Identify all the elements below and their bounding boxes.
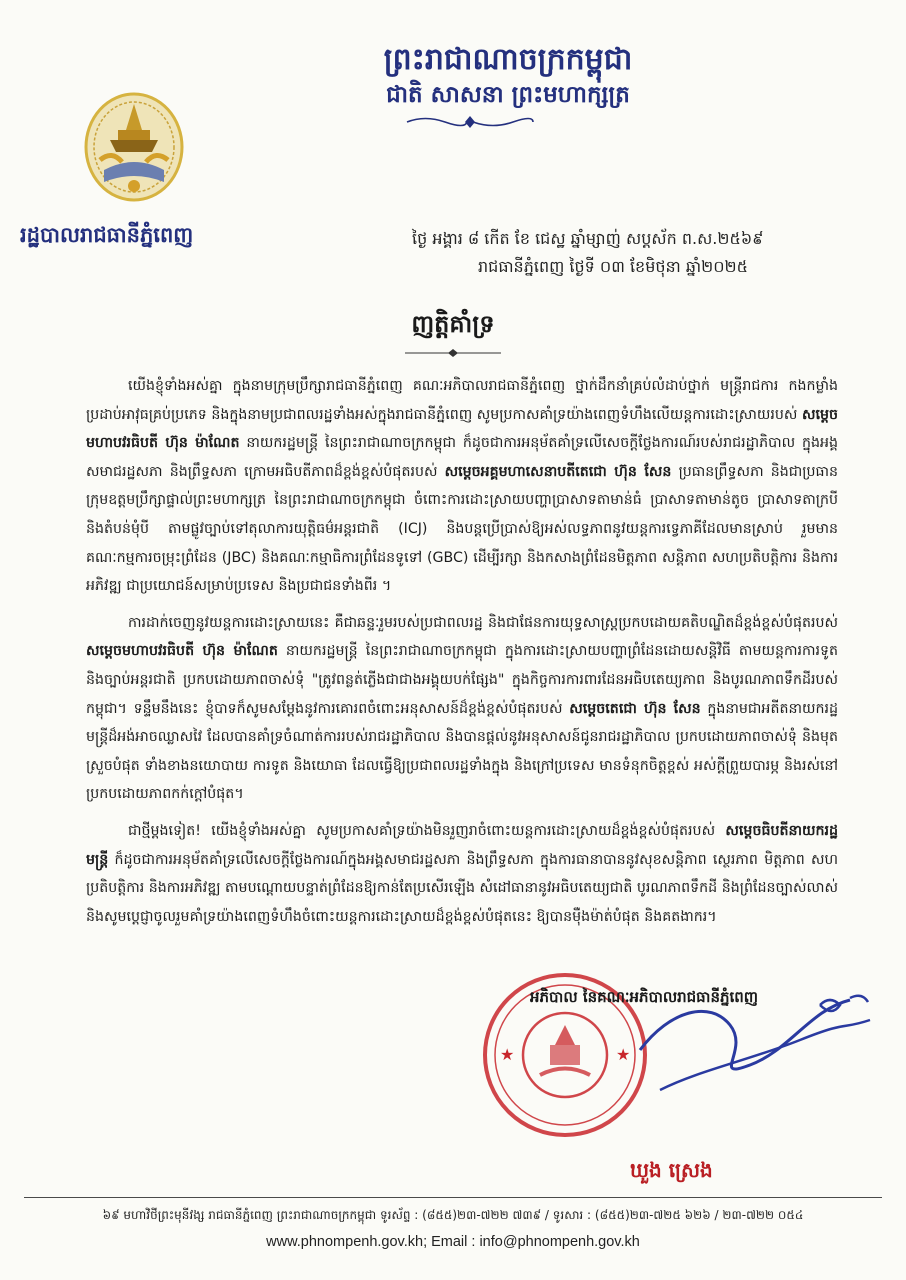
- solar-date: រាជធានីភ្នំពេញ ថ្ងៃទី ០៣ ខែមិថុនា ឆ្នាំ២០២៥: [478, 257, 748, 276]
- bold-name: សម្តេចធិបតីនាយករដ្ឋមន្ត្រី: [86, 822, 838, 868]
- paragraph-text: ក៏ដូចជាការអនុម័តគាំទ្រលើសេចក្តីថ្លែងការណ៍ក្នុងអង្គសមាជរដ្ឋសភា និងព្រឹទ្ធសភា ក្នុងការធានាបាននូវសុខសន្តិភាព ស្ថេរភាព មិត្តភាព សហប្រតិបត្តិការ និងការអភិវឌ្ឍ តាមបណ្តោយបន្ទាត់ព្រំដែនឱ្យកាន់តែប្រសើរឡើង សំដៅធានានូវអធិបតេយ្យជាតិ បូរណភាពទឹកដី និងព្រំដែនច្បាស់លាស់ និងសូមប្តេជ្ញាចូលរួមគាំទ្រយ៉ាងពេញទំហឹងចំពោះយន្តការដោះស្រាយដ៏ខ្ពង់ខ្ពស់បំផុតនេះ ឱ្យបានម៉ឺងម៉ាត់បំផុត និងគតងាករ។: [86, 851, 839, 925]
- paragraph-text: ជាថ្មីម្តងទៀត! យើងខ្ញុំទាំងអស់គ្នា សូមប្រកាសគាំទ្រយ៉ាងមិនរួញរាចំពោះយន្តការដោះស្រាយដ៏ខ្ពង់ខ្ពស់បំផុតរបស់: [128, 822, 726, 839]
- signatory-title: អភិបាល នៃគណៈអភិបាលរាជធានីភ្នំពេញ: [530, 988, 759, 1006]
- svg-text:★: ★: [500, 1045, 515, 1064]
- bold-name: សម្តេចមហាបវរធិបតី ហ៊ុន ម៉ាណែត: [86, 406, 838, 452]
- paragraph-text: ការដាក់ចេញនូវយន្តការដោះស្រាយនេះ គឺជាឆន្ទៈរួមរបស់ប្រជាពលរដ្ឋ និងជាផែនការយុទ្ធសាស្ត្រប្រកបដោយគតិបណ្ឌិតដ៏ខ្ពង់ខ្ពស់បំផុតរបស់: [128, 614, 838, 631]
- bold-name: សម្តេចអគ្គមហាសេនាបតីតេជោ ហ៊ុន សែន: [444, 463, 672, 480]
- paragraph-text: ប្រធានព្រឹទ្ធសភា និងជាប្រធានក្រុមឧត្តមប្រឹក្សាផ្ទាល់ព្រះមហាក្សត្រ នៃព្រះរាជាណាចក្រកម្ពុជា ចំពោះការដោះស្រាយបញ្ហាប្រាសាទតាមាន់ធំ ប្រាសាទតាមាន់តូច ប្រាសាទតាក្របី និងតំបន់មុំបី តាមផ្លូវច្បាប់ទៅតុលាការយុត្តិធម៌អន្តរជាតិ (ICJ) និងបន្តប្រើប្រាស់ឱ្យអស់លទ្ធភាពនូវយន្តការទ្វេភាគីដែលមានស្រាប់ រួមមាន គណៈកម្មការចម្រុះព្រំដែន (JBC) និងគណៈកម្មាធិការព្រំដែនទូទៅ (GBC) ដើម្បីរក្សា និងកសាងព្រំដែនមិត្តភាព សន្តិភាព សហប្រតិបត្តិការ និងការអភិវឌ្ឍ ជាប្រយោជន៍សម្រាប់ប្រទេស និងប្រជាជនទាំងពីរ ។: [86, 463, 838, 595]
- footer-contact-link[interactable]: www.phnompenh.gov.kh; Email : info@phnompenh.gov.kh: [266, 1234, 640, 1250]
- paragraph-text: យើងខ្ញុំទាំងអស់គ្នា ក្នុងនាមក្រុមប្រឹក្សារាជធានីភ្នំពេញ គណៈអភិបាលរាជធានីភ្នំពេញ ថ្នាក់ដឹកនាំគ្រប់លំដាប់ថ្នាក់ មន្ត្រីរាជការ កងកម្លាំងប្រដាប់អាវុធគ្រប់ប្រភេទ និងក្នុងនាមប្រជាពលរដ្ឋទាំងអស់ក្នុងរាជធានីភ្នំពេញ សូមប្រកាសគាំទ្រយ៉ាងពេញទំហឹងលើយន្តការដោះស្រាយរបស់: [86, 378, 838, 423]
- letterhead: [0, 40, 906, 110]
- footer-divider: [24, 1197, 882, 1198]
- paragraph-1: [86, 372, 838, 601]
- agency-name: រដ្ឋបាលរាជធានីភ្នំពេញ: [20, 222, 194, 247]
- letter-body: [86, 372, 838, 939]
- document-title: ញត្តិគាំទ្រ: [411, 309, 495, 338]
- heading-ornament: [405, 113, 535, 131]
- paragraph-2: [86, 609, 838, 809]
- national-motto: ជាតិ សាសនា ព្រះមហាក្សត្រ: [386, 81, 630, 108]
- paragraph-text: នាយករដ្ឋមន្ត្រី នៃព្រះរាជាណាចក្រកម្ពុជា ក្នុងការដោះស្រាយបញ្ហាព្រំដែនដោយសន្តិវិធី តាមយន្តការការទូត និងច្បាប់អន្តរជាតិ ប្រកបដោយភាពចាស់ទុំ "ត្រូវពន្លត់ភ្លើងជាជាងអង្គុយបក់ផ្សែង" ក្នុងកិច្ចការការពារដែនអធិបតេយ្យភាព និងបូរណភាពទឹកដីរបស់កម្ពុជា។ ទន្ទឹមនឹងនេះ ខ្ញុំបាទក៏សូមសម្តែងនូវការគោរពចំពោះអនុសាសន៍ដ៏ខ្ពង់ខ្ពស់បំផុតរបស់: [86, 643, 838, 717]
- bold-name: សម្តេចតេជោ ហ៊ុន សែន: [569, 700, 701, 717]
- paragraph-text: នាយករដ្ឋមន្ត្រី នៃព្រះរាជាណាចក្រកម្ពុជា ក៏ដូចជាការអនុម័តគាំទ្រលើសេចក្តីថ្លែងការណ៍របស់រាជរដ្ឋាភិបាល ក្នុងអង្គសមាជរដ្ឋសភា និងព្រឹទ្ធសភា ក្រោមអធិបតីភាពដ៏ខ្ពង់ខ្ពស់បំផុតរបស់: [86, 435, 838, 480]
- signatory-name: ឃួង ស្រេង: [630, 1158, 713, 1182]
- lunar-date: ថ្ងៃ អង្គារ ៨ កើត ខែ ជេស្ឋ ឆ្នាំម្សាញ់ សប្តស័ក ព.ស.២៥៦៩: [412, 229, 764, 248]
- paragraph-3: [86, 817, 838, 931]
- svg-text:★: ★: [616, 1045, 631, 1064]
- bold-name: សម្តេចមហាបវរធិបតី ហ៊ុន ម៉ាណែត: [86, 643, 278, 660]
- title-ornament: [403, 348, 503, 358]
- kingdom-heading: ព្រះរាជាណាចក្រកម្ពុជា: [383, 42, 633, 77]
- handwritten-signature: [600, 970, 890, 1130]
- footer-address: ៦៩ មហាវិថីព្រះមុនីវង្ស រាជធានីភ្នំពេញ ព្រះរាជាណាចក្រកម្ពុជា ទូរស័ព្ទ : (៨៥៥)២៣-៧២២ ៧៣៩ / ទូរសារ : (៨៥៥)២៣-៧២៥ ៦២៦ / ២៣-៧២២ ០៥៤: [102, 1208, 804, 1222]
- paragraph-text: ក្នុងនាមជាអតីតនាយករដ្ឋមន្ត្រីដ៏អង់អាចឈ្លាសវៃ ដែលបានគាំទ្រចំណាត់ការរបស់រាជរដ្ឋាភិបាល និងបានផ្តល់នូវអនុសាសន៍ជូនរាជរដ្ឋាភិបាល ប្រកបដោយភាពចាស់ទុំ និងមុតស្រួចបំផុត ទាំងខាងនយោបាយ ការទូត និងយោធា ដែលធ្វើឱ្យប្រជាពលរដ្ឋទាំងក្នុង និងក្រៅប្រទេស មានទំនុកចិត្តខ្ពស់ អស់ក្តីព្រួយបារម្ភ និងរស់នៅប្រកបដោយភាពកក់ក្តៅបំផុត។: [86, 700, 838, 803]
